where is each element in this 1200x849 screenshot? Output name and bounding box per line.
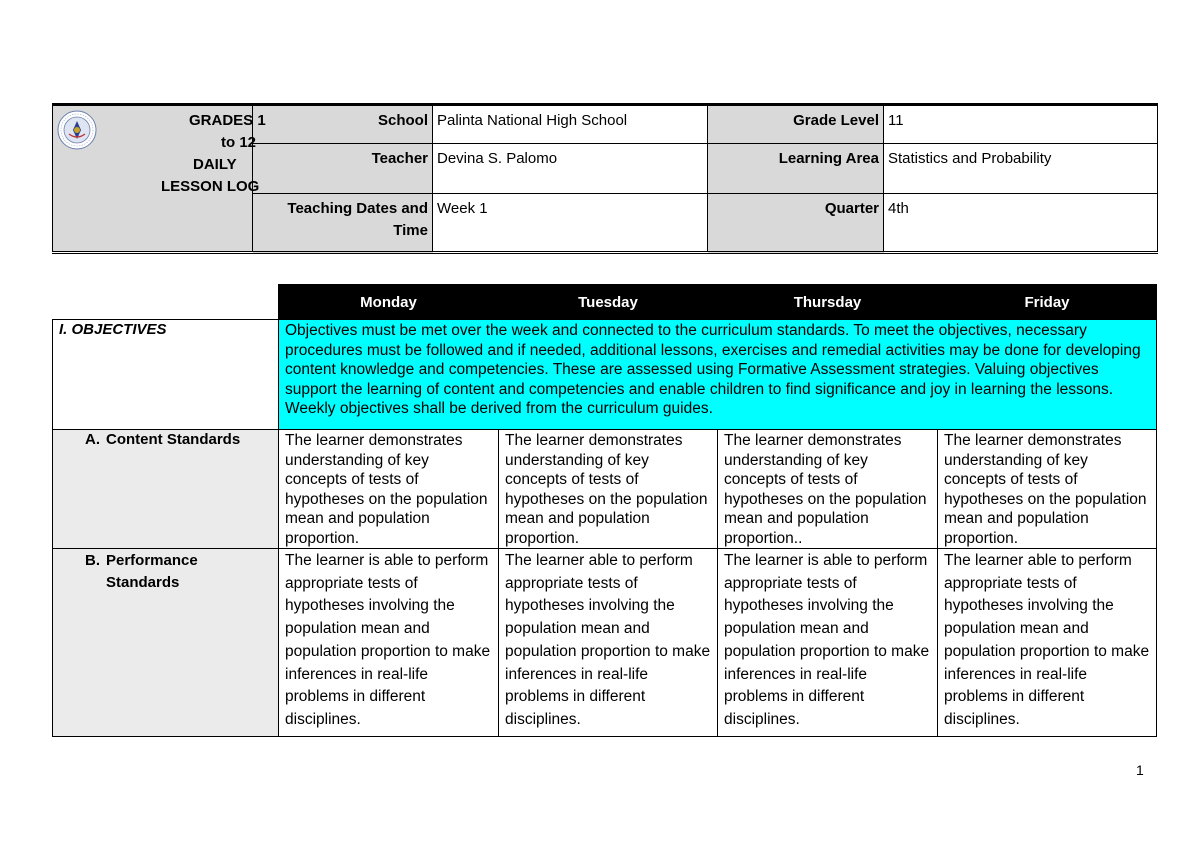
performance-standard-friday: The learner able to perform appropriate tests of hypotheses involving the population mean and population proportion to make inferences in real-life problems in different disciplines.: [938, 549, 1157, 737]
day-header-thursday: Thursday: [718, 285, 938, 320]
section-letter: A.: [85, 431, 100, 448]
performance-standards-label: [53, 549, 279, 737]
header-table: [52, 103, 1158, 254]
day-header-tuesday: Tuesday: [499, 285, 718, 320]
title-line: GRADES 1: [189, 112, 266, 129]
quarter-value: 4th: [884, 194, 1158, 253]
title-line: LESSON LOG: [161, 178, 260, 195]
day-header-monday: Monday: [279, 285, 499, 320]
grade-level-label: Grade Level: [708, 105, 884, 144]
quarter-label: Quarter: [708, 194, 884, 253]
performance-standard-tuesday: The learner able to perform appropriate tests of hypotheses involving the population mean and population proportion to make inferences in real-life problems in different disciplines.: [499, 549, 718, 737]
deped-seal-icon: [57, 110, 97, 150]
objectives-description: Objectives must be met over the week and connected to the curriculum standards. To meet the objectives, necessary procedures must be followed and if needed, additional lessons, exercises and remedial activities may be done for developing content knowledge and competencies. These are assessed using Formative Assessment strategies. Valuing objectives support the learning of content and competencies and enable children to find significance and joy in learning the lessons. Weekly objectives shall be derived from the curriculum guides.: [279, 320, 1157, 430]
lesson-log-title: [109, 110, 269, 198]
title-cell: [53, 105, 266, 253]
content-standard-monday: The learner demonstrates understanding of key concepts of tests of hypotheses on the population mean and population proportion.: [279, 430, 499, 549]
objectives-label: I. OBJECTIVES: [53, 320, 279, 430]
content-standard-thursday: The learner demonstrates understanding of key concepts of tests of hypotheses on the population mean and population proportion..: [718, 430, 938, 549]
teacher-value: Devina S. Palomo: [433, 144, 708, 194]
learning-area-value: Statistics and Probability: [884, 144, 1158, 194]
section-letter: B.: [85, 552, 100, 569]
teaching-dates-label: Teaching Dates and Time: [253, 194, 433, 253]
learning-area-label: Learning Area: [708, 144, 884, 194]
performance-standard-thursday: The learner is able to perform appropriate tests of hypotheses involving the population mean and population proportion to make inferences in real-life problems in different disciplines.: [718, 549, 938, 737]
title-line: to 12: [221, 134, 257, 151]
teacher-label: Teacher: [253, 144, 433, 194]
content-standards-label: [53, 430, 279, 549]
section-title: Performance Standards: [106, 552, 198, 591]
teaching-dates-value: Week 1: [433, 194, 708, 253]
content-standard-friday: The learner demonstrates understanding of key concepts of tests of hypotheses on the population mean and population proportion.: [938, 430, 1157, 549]
school-value: Palinta National High School: [433, 105, 708, 144]
grade-level-value: 11: [884, 105, 1158, 144]
school-label: School: [253, 105, 433, 144]
corner-cell: [53, 285, 279, 320]
content-standard-tuesday: The learner demonstrates understanding of key concepts of tests of hypotheses on the population mean and population proportion.: [499, 430, 718, 549]
performance-standard-monday: The learner is able to perform appropriate tests of hypotheses involving the population mean and population proportion to make inferences in real-life problems in different disciplines.: [279, 549, 499, 737]
page-number: 1: [1136, 762, 1144, 778]
day-header-friday: Friday: [938, 285, 1157, 320]
section-title: Content Standards: [106, 431, 241, 448]
title-line: DAILY: [193, 156, 237, 173]
lesson-table: [52, 284, 1157, 737]
